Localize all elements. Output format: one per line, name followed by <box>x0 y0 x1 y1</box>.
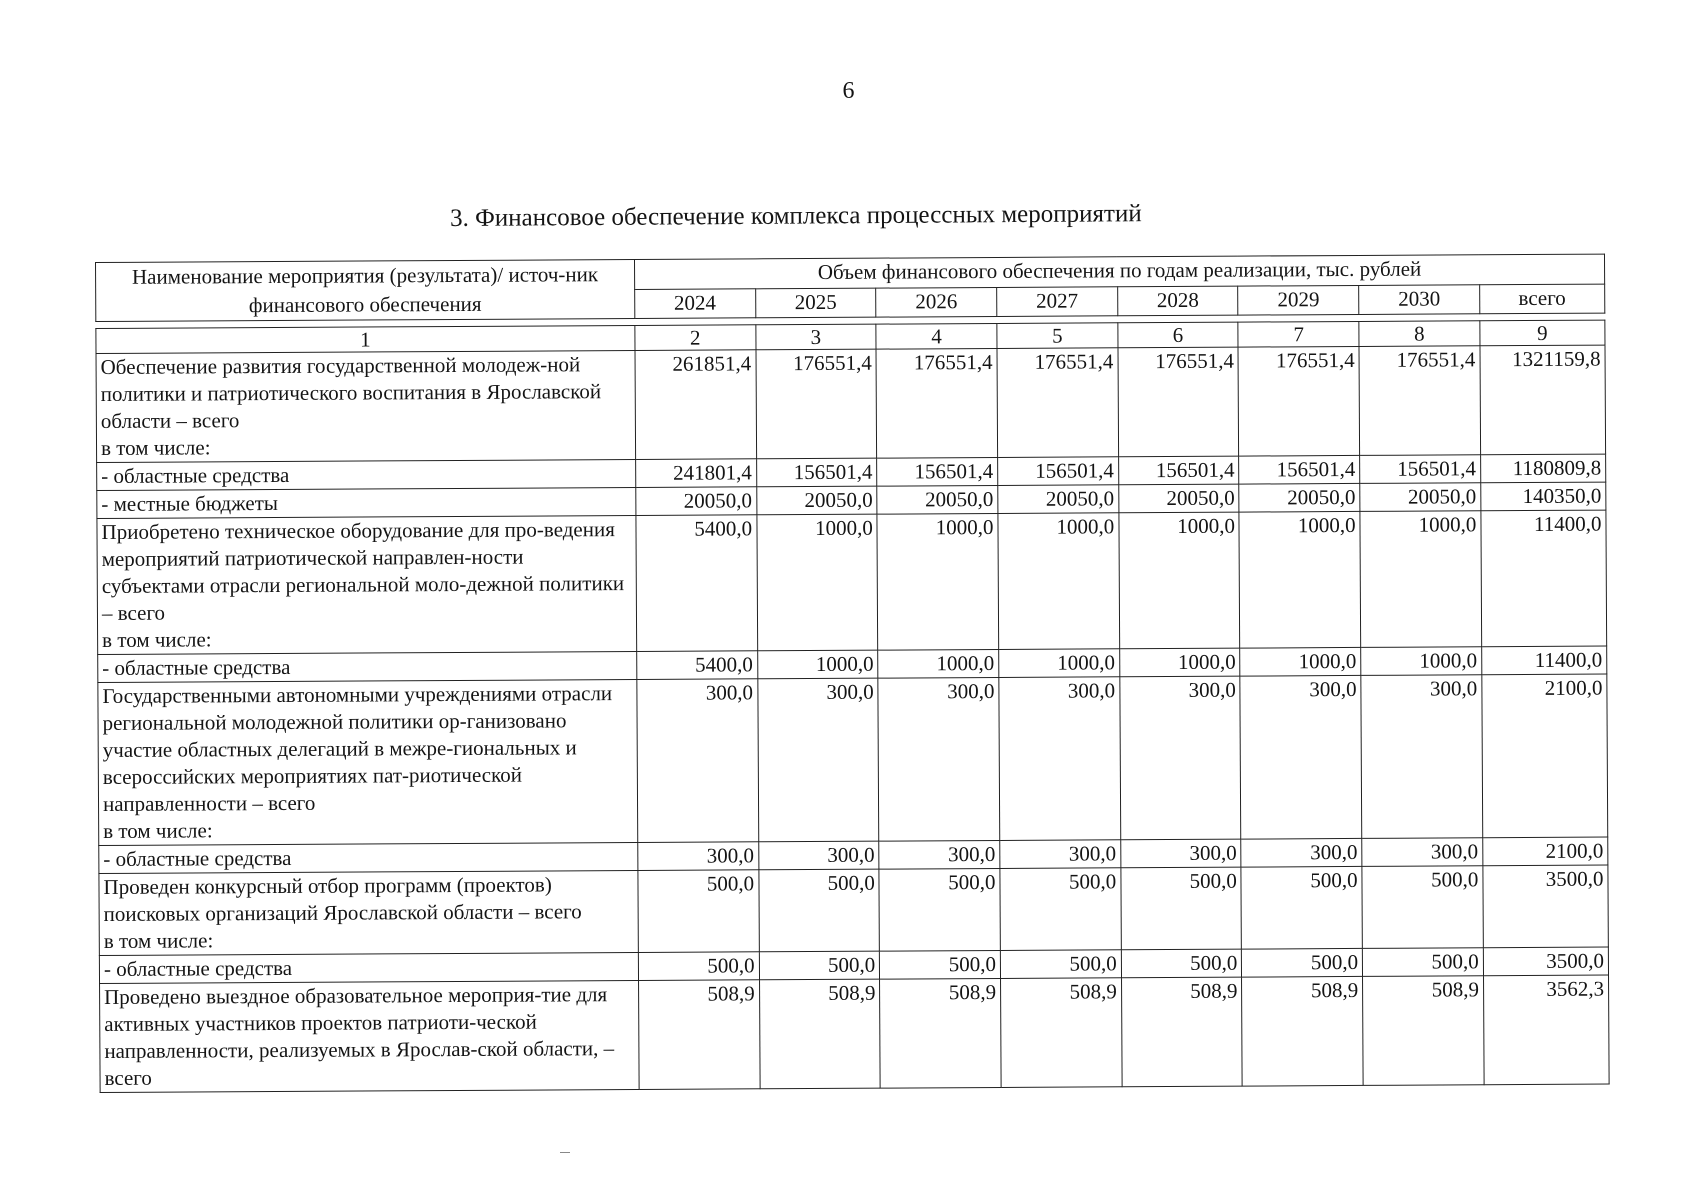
value-cell: 300,0 <box>1240 675 1362 839</box>
value-cell: 500,0 <box>879 868 1000 951</box>
value-cell: 20050,0 <box>1239 483 1360 512</box>
value-cell: 500,0 <box>638 952 759 981</box>
value-cell: 508,9 <box>1242 976 1363 1086</box>
row-name-cell <box>99 842 638 873</box>
value-cell: 11400,0 <box>1481 510 1607 647</box>
row-subtitle: в том числе: <box>103 928 214 953</box>
value-cell: 140350,0 <box>1481 482 1606 511</box>
value-cell: 500,0 <box>880 950 1001 979</box>
row-name-cell <box>96 350 636 462</box>
column-index-cell: 1 <box>96 325 635 353</box>
value-cell: 176551,4 <box>1238 346 1359 456</box>
table-row <box>100 975 1610 1092</box>
page-number: 6 <box>842 78 855 104</box>
value-cell: 20050,0 <box>636 487 757 516</box>
column-index-cell: 4 <box>876 323 997 349</box>
value-cell: 300,0 <box>1361 675 1483 839</box>
value-cell: 500,0 <box>1241 866 1362 949</box>
value-cell: 1000,0 <box>1361 647 1482 676</box>
financing-table-wrapper <box>95 254 1610 1093</box>
value-cell: 300,0 <box>1241 838 1362 867</box>
value-cell: 500,0 <box>638 870 759 953</box>
value-cell: 1321159,8 <box>1480 345 1606 455</box>
value-cell: 1000,0 <box>999 649 1120 678</box>
name-column-header: Наименование мероприятия (результата)/ источ-ник финансового обеспечения <box>96 259 635 321</box>
value-cell: 1000,0 <box>1240 647 1361 676</box>
value-cell: 20050,0 <box>877 485 998 514</box>
value-cell: 300,0 <box>638 842 759 871</box>
value-cell: 156501,4 <box>756 458 877 487</box>
value-cell: 176551,4 <box>756 349 877 459</box>
column-index-cell: 7 <box>1238 321 1359 347</box>
value-cell: 1000,0 <box>877 513 998 650</box>
value-cell: 156501,4 <box>1239 455 1360 484</box>
value-cell: 300,0 <box>879 840 1000 869</box>
row-name-cell <box>97 459 636 490</box>
value-cell: 156501,4 <box>1118 456 1239 485</box>
row-name: - областные средства <box>102 654 291 680</box>
row-name: Государственными автономными учреждениями отрасли региональной молодежной политики ор-ганизовано участие областных делегаций в межре-гиональных и всероссийских мероприятиях пат-риотической направленности – всего <box>102 681 613 816</box>
value-cell: 20050,0 <box>756 486 877 515</box>
value-cell: 176551,4 <box>876 348 997 458</box>
value-cell: 3500,0 <box>1483 865 1609 948</box>
value-cell: 1000,0 <box>1239 511 1360 648</box>
row-name-cell <box>100 980 640 1092</box>
row-name: - местные бюджеты <box>101 490 279 516</box>
value-cell: 300,0 <box>878 677 1000 841</box>
value-cell: 500,0 <box>759 951 880 980</box>
value-cell: 500,0 <box>1121 867 1242 950</box>
column-index-cell: 9 <box>1480 320 1605 346</box>
value-cell: 500,0 <box>1362 948 1483 977</box>
value-cell: 300,0 <box>1120 676 1242 840</box>
value-cell: 156501,4 <box>877 457 998 486</box>
scan-mark <box>560 1152 570 1153</box>
value-cell: 3500,0 <box>1483 947 1608 976</box>
value-cell: 20050,0 <box>1360 483 1481 512</box>
value-cell: 176551,4 <box>997 348 1118 458</box>
value-cell: 241801,4 <box>636 459 757 488</box>
value-cell: 1000,0 <box>1119 648 1240 677</box>
value-cell: 500,0 <box>1000 868 1121 951</box>
value-cell: 500,0 <box>1121 949 1242 978</box>
value-cell: 1000,0 <box>878 649 999 678</box>
value-cell: 500,0 <box>1242 948 1363 977</box>
value-cell: 1180809,8 <box>1480 454 1605 483</box>
value-cell: 300,0 <box>1000 840 1121 869</box>
value-cell: 1000,0 <box>998 513 1119 650</box>
value-cell: 1000,0 <box>757 650 878 679</box>
year-header: 2025 <box>755 288 876 318</box>
value-cell: 20050,0 <box>1118 484 1239 513</box>
row-name: Обеспечение развития государственной молодеж-ной политики и патриотического воспитания в Ярославской области – всего <box>100 352 602 433</box>
value-cell: 508,9 <box>759 979 880 1089</box>
value-cell: 300,0 <box>637 679 759 843</box>
value-cell: 300,0 <box>1120 839 1241 868</box>
column-index-cell: 2 <box>635 325 756 351</box>
row-name-cell <box>97 515 637 654</box>
year-header: 2030 <box>1359 284 1480 314</box>
value-cell: 176551,4 <box>1359 346 1480 456</box>
column-index-cell: 5 <box>997 323 1118 349</box>
value-cell: 500,0 <box>1362 866 1483 949</box>
value-cell: 20050,0 <box>998 485 1119 514</box>
volume-header: Объем финансового обеспечения по годам реализации, тыс. рублей <box>634 254 1604 289</box>
value-cell: 2100,0 <box>1483 837 1608 866</box>
value-cell: 156501,4 <box>998 457 1119 486</box>
column-index-cell: 6 <box>1118 322 1239 348</box>
value-cell: 300,0 <box>758 841 879 870</box>
row-name-cell <box>99 952 638 983</box>
value-cell: 300,0 <box>1362 838 1483 867</box>
row-name-cell <box>99 870 638 955</box>
year-header: 2026 <box>876 287 997 317</box>
financing-table <box>95 254 1610 1093</box>
row-subtitle: в том числе: <box>103 818 213 843</box>
row-subtitle: в том числе: <box>100 435 211 460</box>
value-cell: 300,0 <box>999 677 1121 841</box>
year-header: 2028 <box>1117 286 1238 316</box>
table-row <box>96 345 1606 462</box>
value-cell: 5400,0 <box>637 651 758 680</box>
year-header: 2029 <box>1238 285 1359 315</box>
value-cell: 508,9 <box>880 978 1001 1088</box>
value-cell: 3562,3 <box>1483 975 1609 1085</box>
value-cell: 11400,0 <box>1481 646 1606 675</box>
column-index-cell: 3 <box>755 324 876 350</box>
value-cell: 500,0 <box>759 869 880 952</box>
value-cell: 261851,4 <box>635 350 756 460</box>
row-name: Приобретено техническое оборудование для про-ведения мероприятий патриотической направлен-ности субъектами отрасли региональной моло-дежной политики – всего <box>101 517 625 625</box>
row-name: Проведен конкурсный отбор программ (проектов) поисковых организаций Ярославской области – всего <box>103 872 582 926</box>
row-name-cell <box>98 679 638 845</box>
value-cell: 1000,0 <box>757 514 878 651</box>
value-cell: 508,9 <box>1121 977 1242 1087</box>
row-name-cell <box>97 487 636 518</box>
year-header: 2024 <box>635 288 756 318</box>
table-body <box>96 345 1609 1092</box>
row-name: - областные средства <box>101 462 290 488</box>
row-name: - областные средства <box>103 845 292 871</box>
value-cell: 1000,0 <box>1119 512 1240 649</box>
row-name: Проведено выездное образовательное мероприя-тие для активных участников проектов патриоти-ческой направленности, реализуемых в Ярослав-ской области, – всего <box>104 982 615 1090</box>
year-header: всего <box>1479 284 1604 314</box>
value-cell: 1000,0 <box>1360 511 1481 648</box>
value-cell: 156501,4 <box>1360 455 1481 484</box>
table-row <box>97 510 1607 654</box>
column-index-cell: 8 <box>1359 321 1480 347</box>
row-subtitle: в том числе: <box>102 627 212 652</box>
table-row <box>98 674 1608 845</box>
value-cell: 508,9 <box>638 980 759 1090</box>
year-header: 2027 <box>997 286 1118 316</box>
value-cell: 5400,0 <box>636 515 757 652</box>
value-cell: 300,0 <box>757 678 879 842</box>
value-cell: 176551,4 <box>1118 347 1239 457</box>
value-cell: 508,9 <box>1363 976 1484 1086</box>
value-cell: 508,9 <box>1001 978 1122 1088</box>
section-title: 3. Финансовое обеспечение комплекса процессных мероприятий <box>450 200 1142 232</box>
value-cell: 2100,0 <box>1482 674 1608 838</box>
row-name-cell <box>98 651 637 682</box>
table-row <box>99 865 1608 955</box>
value-cell: 500,0 <box>1000 950 1121 979</box>
row-name: - областные средства <box>103 955 293 981</box>
table-header <box>96 254 1605 353</box>
